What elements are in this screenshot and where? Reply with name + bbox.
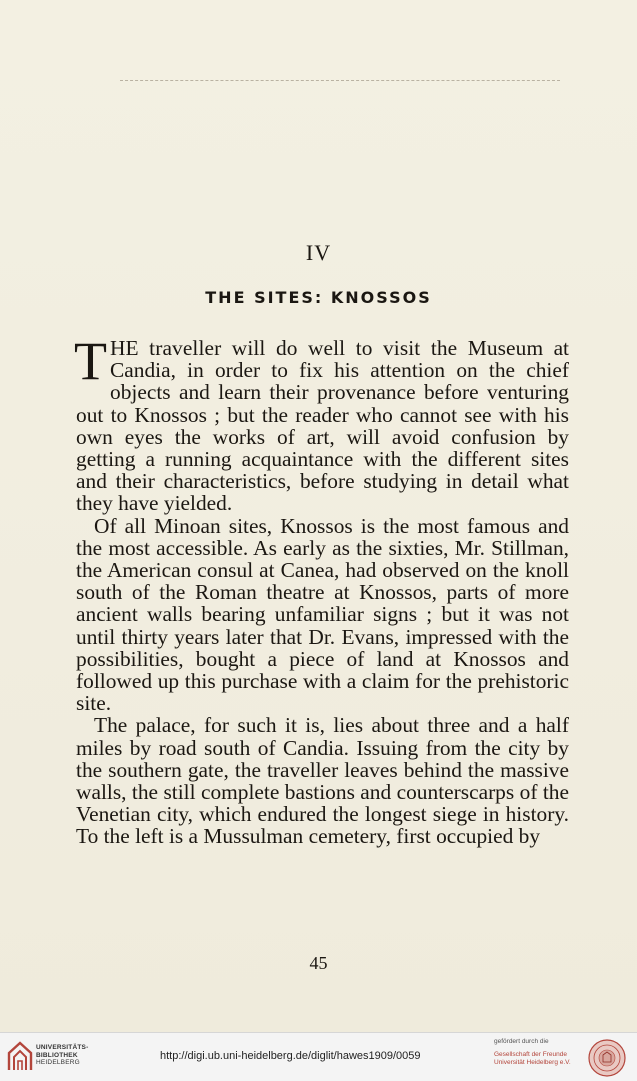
page-number: 45 xyxy=(309,953,328,973)
paragraph-1-lead: HE traveller will do well to visit the Museum xyxy=(110,336,544,360)
body-text xyxy=(74,331,569,849)
library-name-line-1: UNIVERSITÄTS- xyxy=(36,1044,89,1051)
paragraph-2: Of all Minoan sites, Knossos is the most famous and the most accessible. As early as the sixties, Mr. Stillman, the American consul at Canea, had observed on the knoll south of the Roman theatre at Knossos, parts of more ancient walls bearing unfamiliar signs ; but it was not until thirty years later that Dr. Evans, impressed with the possibilities, bought a piece of land at Knossos and followed up this purchase with a claim for the prehistoric site. xyxy=(76,513,569,716)
library-name[interactable] xyxy=(36,1044,88,1067)
library-name-line-2: BIBLIOTHEK xyxy=(36,1051,78,1059)
viewer-footer xyxy=(0,1032,637,1081)
library-logo-icon[interactable] xyxy=(6,1039,34,1073)
chapter-title: THE SITES: KNOSSOS xyxy=(205,288,432,307)
sponsor-credit[interactable] xyxy=(494,1038,574,1067)
sponsor-lead: gefördert durch die xyxy=(494,1038,549,1045)
permalink-url[interactable]: http://digi.ub.uni-heidelberg.de/diglit/hawes1909/0059 xyxy=(160,1050,421,1062)
library-name-line-3: HEIDELBERG xyxy=(36,1059,80,1066)
university-seal-icon[interactable] xyxy=(588,1039,626,1077)
chapter-number: IV xyxy=(305,240,332,265)
paragraph-1-rest: at Candia, in order to fix his attention on the chief objects and learn their provenance before venturing out to Knossos ; but the reader who cannot see with his own eyes the works of art, will avoid confusion by getting a running acquaintance with the different sites and their characteristics, before studying in detail what they have yielded. xyxy=(76,336,569,516)
decorative-dashed-line xyxy=(120,80,560,81)
sponsor-line-2: Universität Heidelberg e.V. xyxy=(494,1059,571,1066)
sponsor-line-1: Gesellschaft der Freunde xyxy=(494,1051,567,1058)
paragraph-1 xyxy=(74,331,569,516)
paragraph-3: The palace, for such it is, lies about three and a half miles by road south of Candia. Issuing from the city by the southern gate, the traveller leaves behind the massive walls, the still complete bastions and counterscarps of the Venetian city, which endured the longest siege in history. To the left is a Mussulman cemetery, first occupied by xyxy=(76,713,569,849)
drop-cap: T xyxy=(74,331,107,391)
